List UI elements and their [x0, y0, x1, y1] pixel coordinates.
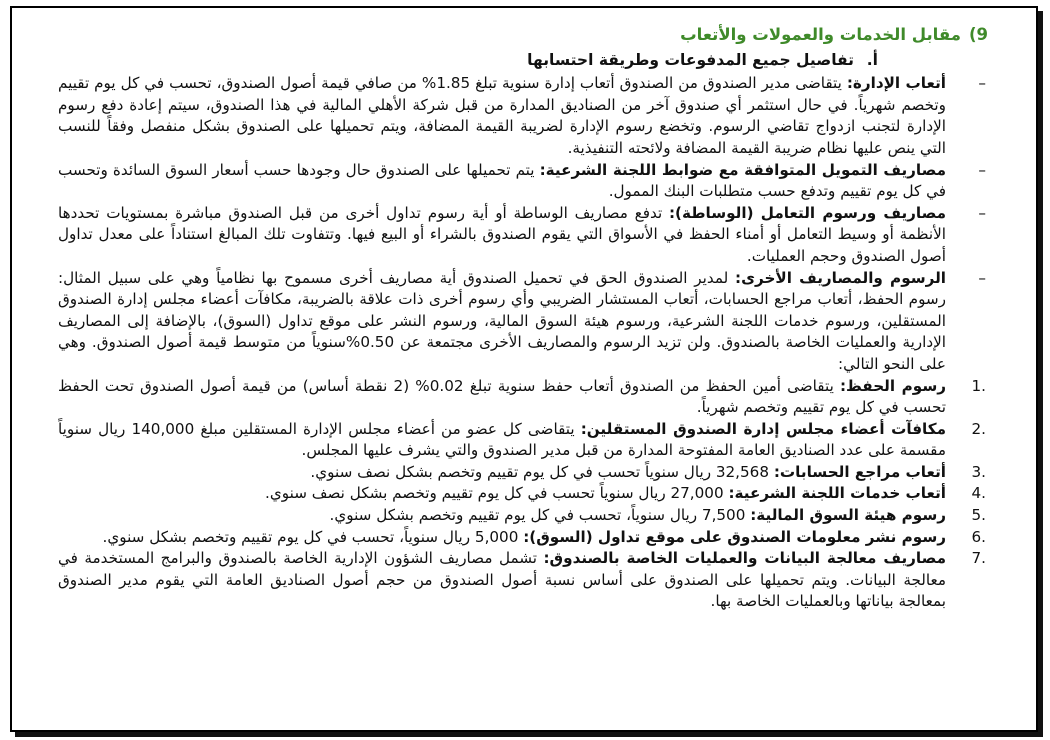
bullet-text: يتم تحميلها على الصندوق حال وجودها حسب أسعار السوق السائدة وتحسب في كل يوم تقييم وتدفع حسب متطلبات البنك الممول.	[58, 160, 946, 201]
item-label: رسوم هيئة السوق المالية:	[750, 506, 946, 525]
item-text: 27,000 ريال سنوياً تحسب في كل يوم تقييم وتخصم بشكل نصف سنوي.	[265, 484, 729, 503]
bullet-marker: –	[978, 74, 986, 93]
item-label: رسوم الحفظ:	[839, 376, 947, 395]
item-text: يتقاضى كل عضو من أعضاء مجلس الإدارة المستقلين مبلغ 140,000 ريال سنوياً مقسمة على عدد الصناديق العامة المفتوحة المدارة من قبل مدير الصندوق والتي يشرف عليها المجلس.	[58, 419, 946, 460]
item-label: أتعاب خدمات اللجنة الشرعية:	[728, 484, 946, 503]
item-number: .6	[971, 527, 986, 546]
item-label: مصاريف معالجة البيانات والعمليات الخاصة بالصندوق:	[543, 549, 946, 568]
item-label: رسوم نشر معلومات الصندوق على موقع تداول (السوق):	[523, 527, 946, 546]
other-fees-numbered-list	[58, 376, 988, 614]
item-label: مكافآت أعضاء مجلس إدارة الصندوق المستقلين:	[580, 419, 946, 438]
document-page	[10, 6, 1038, 732]
fee-item-auditor	[58, 462, 988, 484]
section-title: مقابل الخدمات والعمولات والأتعاب	[680, 25, 961, 44]
bullet-text: تدفع مصاريف الوساطة أو أية رسوم تداول أخرى من قبل الصندوق مباشرة بمستويات تحددها الأنظمة أو وسيط التعامل أو أمناء الحفظ في الأسواق التي يقوم الصندوق بالشراء أو البيع فيها. وتتفاوت تلك المبالغ استناداً على معدل تداول أصول الصندوق وحجم العمليات.	[58, 203, 946, 265]
fees-bullet-list	[58, 73, 988, 375]
bullet-marker: –	[978, 160, 986, 179]
section-heading	[58, 24, 988, 46]
item-text: يتقاضى أمين الحفظ من الصندوق أتعاب حفظ سنوية تبلغ 0.02% (2 نقطة أساس) من قيمة أصول الصندوق تحت الحفظ تحسب في كل يوم تقييم وتخصم شهرياً.	[58, 376, 946, 417]
bullet-marker: –	[978, 268, 986, 287]
bullet-financing-expenses	[58, 160, 988, 203]
item-label: أتعاب مراجع الحسابات:	[773, 462, 946, 481]
bullet-label: مصاريف ورسوم التعامل (الوساطة):	[668, 203, 946, 222]
bullet-text: يتقاضى مدير الصندوق من الصندوق أتعاب إدارة سنوية تبلغ 1.85% من صافي قيمة أصول الصندوق، تحسب في كل يوم تقييم وتخصم شهرياً. في حال استثمر أي صندوق آخر من الصناديق المدارة من قبل شركة الأهلي المالية في هذا الصندوق، سيتم إعادة دفع رسوم الإدارة لتجنب ازدواج تقاضي الرسوم. وتخضع رسوم الإدارة لضريبة القيمة المضافة، ويتم تحميلها على الصندوق بشكل منفصل وفقاً للنسب التي ينص عليها نظام ضريبة القيمة المضافة ولائحته التنفيذية.	[58, 74, 946, 157]
subsection-heading	[58, 50, 878, 72]
item-number: .5	[971, 506, 986, 525]
bullet-other-fees	[58, 268, 988, 376]
bullet-management-fee	[58, 73, 988, 159]
fee-item-sharia-committee	[58, 483, 988, 505]
item-number: .7	[971, 549, 986, 568]
fee-item-board-remuneration	[58, 419, 988, 462]
document-content	[58, 24, 988, 613]
bullet-brokerage-fees	[58, 203, 988, 268]
fee-item-tadawul-publishing	[58, 527, 988, 549]
item-number: .3	[971, 462, 986, 481]
bullet-label: أتعاب الإدارة:	[846, 74, 946, 93]
item-number: .2	[971, 419, 986, 438]
item-text: 7,500 ريال سنوياً، تحسب في كل يوم تقييم وتخصم بشكل سنوي.	[329, 506, 751, 525]
subsection-letter: أ.	[866, 50, 878, 69]
subsection-title: تفاصيل جميع المدفوعات وطريقة احتسابها	[527, 50, 854, 69]
fee-item-custody	[58, 376, 988, 419]
item-text: 5,000 ريال سنوياً، تحسب في كل يوم تقييم وتخصم بشكل سنوي.	[102, 527, 524, 546]
bullet-text: لمدير الصندوق الحق في تحميل الصندوق أية مصاريف أخرى مسموح بها نظامياً وهي على سبيل المثال: رسوم الحفظ، أتعاب مراجع الحسابات، أتعاب المستشار الضريبي وأي رسوم أخرى ذات علاقة بالضريبة، مكافآت أعضاء مجلس إدارة الصندوق المستقلين، ورسوم خدمات اللجنة الشرعية، ورسوم هيئة السوق المالية، ورسوم النشر على موقع تداول (السوق)، بالإضافة إلى المصاريف الإدارية والعمليات الخاصة بالصندوق. ولن تزيد الرسوم والمصاريف الأخرى مجتمعة عن 0.50%سنوياً من متوسط قيمة أصول الصندوق. وهي على النحو التالي:	[58, 268, 946, 373]
bullet-label: مصاريف التمويل المتوافقة مع ضوابط اللجنة الشرعية:	[539, 160, 946, 179]
bullet-marker: –	[978, 203, 986, 222]
fee-item-data-processing	[58, 548, 988, 613]
bullet-label: الرسوم والمصاريف الأخرى:	[735, 268, 947, 287]
section-number: 9)	[968, 25, 988, 44]
item-text: 32,568 ريال سنوياً تحسب في كل يوم تقييم وتخصم بشكل نصف سنوي.	[310, 462, 774, 481]
item-number: .1	[971, 376, 986, 395]
item-number: .4	[971, 484, 986, 503]
item-text: تشمل مصاريف الشؤون الإدارية الخاصة بالصندوق والبرامج المستخدمة في معالجة البيانات. ويتم تحميلها على الصندوق على أساس نسبة أصول الصندوق من حجم أصول الصناديق العامة التي يقوم مدير الصندوق بمعالجة بياناتها وبالعمليات الخاصة بها.	[58, 549, 946, 611]
fee-item-cma	[58, 505, 988, 527]
